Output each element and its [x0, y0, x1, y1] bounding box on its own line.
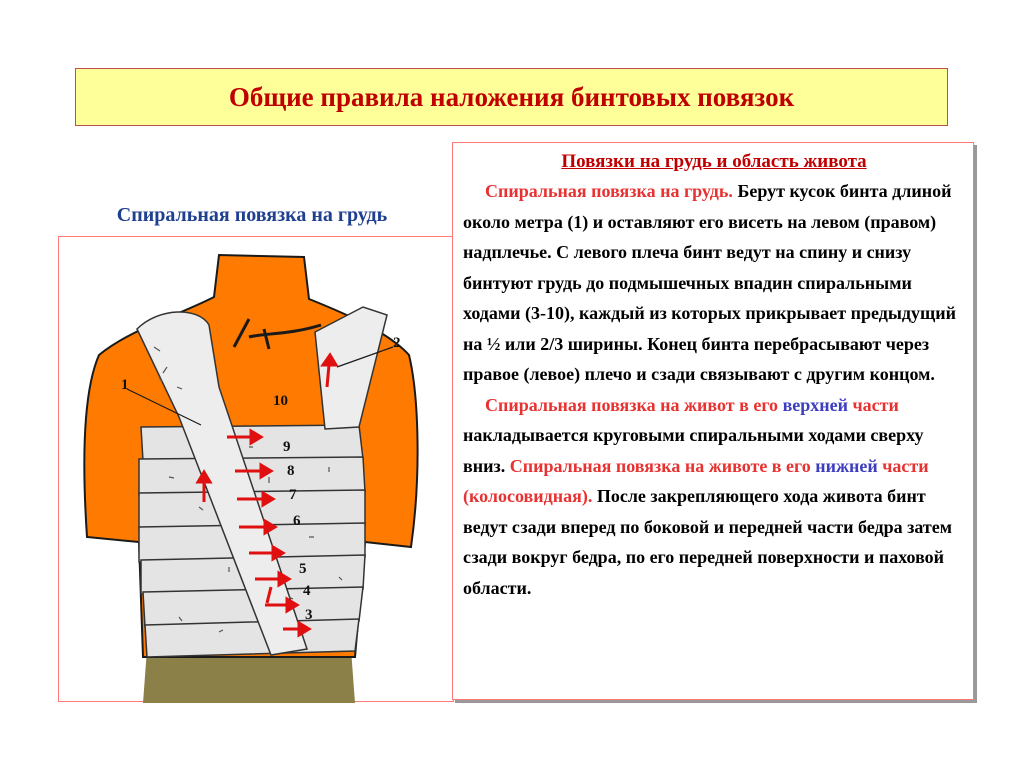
term-lower: нижней	[815, 455, 878, 476]
slide-title: Общие правила наложения бинтовых повязок	[228, 81, 795, 112]
term-abdomen-upper: повязка на живот в его	[586, 394, 783, 415]
callout-7: 7	[289, 487, 297, 503]
term-upper: верхней	[782, 394, 849, 415]
term-abdomen-lower: повязка на животе в его	[611, 455, 816, 476]
bandage-figure	[58, 236, 454, 702]
callout-1: 1	[121, 377, 129, 393]
torso-illustration	[59, 237, 455, 703]
callout-5: 5	[299, 561, 307, 577]
term-spiral-lower: Спиральная	[509, 455, 612, 476]
callout-10: 10	[273, 393, 288, 409]
term-part-lower: части (колосовидная).	[463, 455, 929, 506]
callout-6: 6	[293, 513, 301, 529]
callout-4: 4	[303, 583, 311, 599]
callout-9: 9	[283, 439, 291, 455]
chest-description: Берут кусок бинта длиной около метра (1) и оставляют его висеть на левом (правом) надплечье. С левого плеча бинт ведут на спину и снизу бинтуют грудь до подмышечных впадин спиральными ходами (3-10), каждый из которых прикрывает предыдущий на ½ или 2/3 ширины. Конец бинта перебрасывают через правое (левое) плечо и сзади связывают с другим концом.	[463, 181, 956, 384]
callout-3: 3	[305, 607, 313, 623]
title-banner	[75, 68, 948, 126]
abdomen-upper-description: накладывается круговыми спиральными ходами сверху вниз.	[463, 425, 924, 476]
term-spiral: Спиральная	[485, 181, 587, 201]
figure-caption: Спиральная повязка на грудь	[116, 204, 388, 226]
panel-heading: Повязки на грудь и область живота	[561, 151, 867, 172]
term-chest-bandage: повязка на грудь.	[586, 181, 733, 201]
callout-2: 2	[393, 335, 401, 351]
paragraph-chest	[463, 176, 965, 390]
description-panel	[452, 142, 974, 700]
callout-8: 8	[287, 463, 295, 479]
paragraph-abdomen	[463, 390, 965, 604]
term-spiral-upper: Спиральная	[485, 394, 587, 415]
term-part-upper: части	[848, 394, 899, 415]
abdomen-lower-description: После закрепляющего хода живота бинт ведут сзади вперед по боковой и передней части бедра затем сзади вокруг бедра, по его передней поверхности и паховой области.	[463, 486, 952, 598]
